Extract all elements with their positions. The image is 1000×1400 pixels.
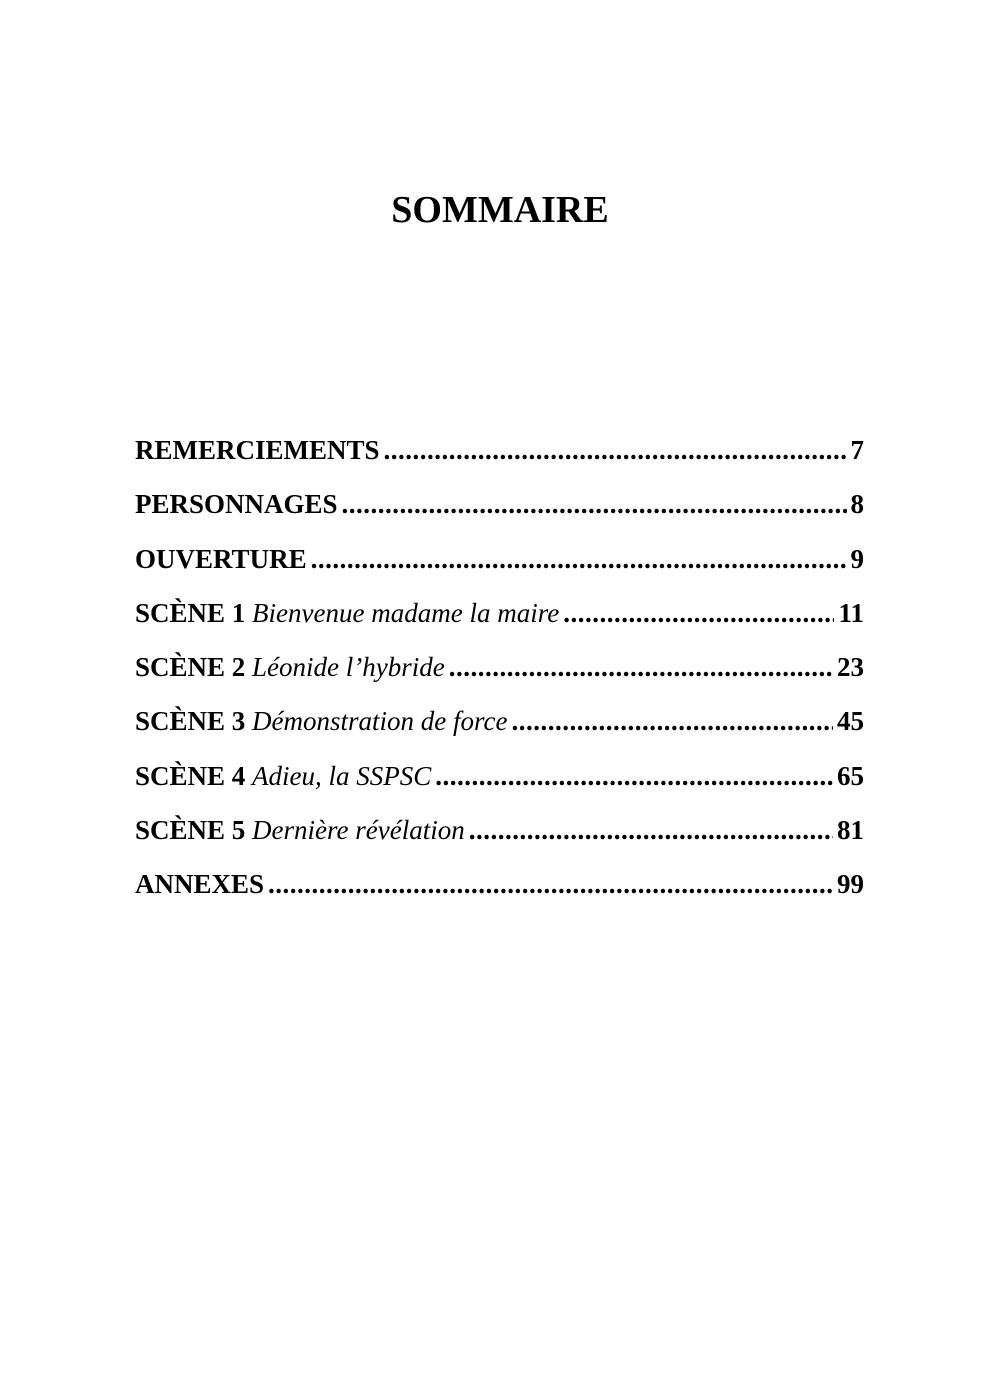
toc-entry-scene-4[interactable] [135,754,864,808]
toc-entry-scene-1[interactable] [135,591,864,645]
toc-entry-title [135,591,559,635]
dot-leader [268,862,833,906]
dot-leader [449,645,833,689]
toc-entry-personnages[interactable] [135,482,864,536]
toc-page-number: 81 [837,815,864,846]
toc-page-number: 9 [850,543,864,574]
toc-entry-label: OUVERTURE [135,543,307,574]
toc-entry-subtitle: Bienvenue madame la maire [252,597,560,628]
toc-entry-label: SCÈNE 5 [135,815,246,846]
table-of-contents [135,428,864,917]
toc-page-number: 65 [837,760,864,791]
page-title: SOMMAIRE [391,189,609,231]
dot-leader [342,482,847,526]
dot-leader [435,754,833,798]
toc-entry-label: REMERCIEMENTS [135,435,380,465]
toc-page-number: 11 [838,597,864,628]
toc-entry-label: SCÈNE 4 [135,760,246,791]
toc-entry-remerciements[interactable] [135,428,864,482]
toc-entry-title [135,754,431,798]
toc-entry-label: SCÈNE 1 [135,597,246,628]
toc-entry-title [135,537,307,581]
toc-entry-title [135,808,465,852]
toc-entry-subtitle: Adieu, la SSPSC [252,760,432,791]
toc-entry-subtitle: Léonide l’hybride [252,652,445,683]
toc-entry-title [135,482,338,526]
toc-entry-label: PERSONNAGES [135,489,338,520]
toc-page-number: 8 [850,489,864,520]
toc-entry-annexes[interactable] [135,862,864,916]
toc-page-number: 99 [837,869,864,900]
toc-entry-title [135,428,380,472]
dot-leader [384,428,847,472]
toc-page-number: 23 [837,652,864,683]
toc-entry-scene-3[interactable] [135,699,864,753]
dot-leader [469,808,833,852]
toc-page-number: 7 [850,435,864,465]
toc-entry-ouverture[interactable] [135,537,864,591]
dot-leader [311,537,847,581]
dot-leader [512,699,834,743]
toc-entry-scene-2[interactable] [135,645,864,699]
toc-page-number: 45 [837,706,864,737]
dot-leader [563,591,834,635]
toc-entry-subtitle: Démonstration de force [252,706,508,737]
toc-entry-title [135,645,445,689]
toc-entry-label: SCÈNE 2 [135,652,246,683]
toc-entry-subtitle: Dernière révélation [252,815,465,846]
toc-entry-label: SCÈNE 3 [135,706,246,737]
toc-entry-title [135,862,264,906]
toc-entry-title [135,699,508,743]
toc-entry-label: ANNEXES [135,869,265,900]
toc-entry-scene-5[interactable] [135,808,864,862]
